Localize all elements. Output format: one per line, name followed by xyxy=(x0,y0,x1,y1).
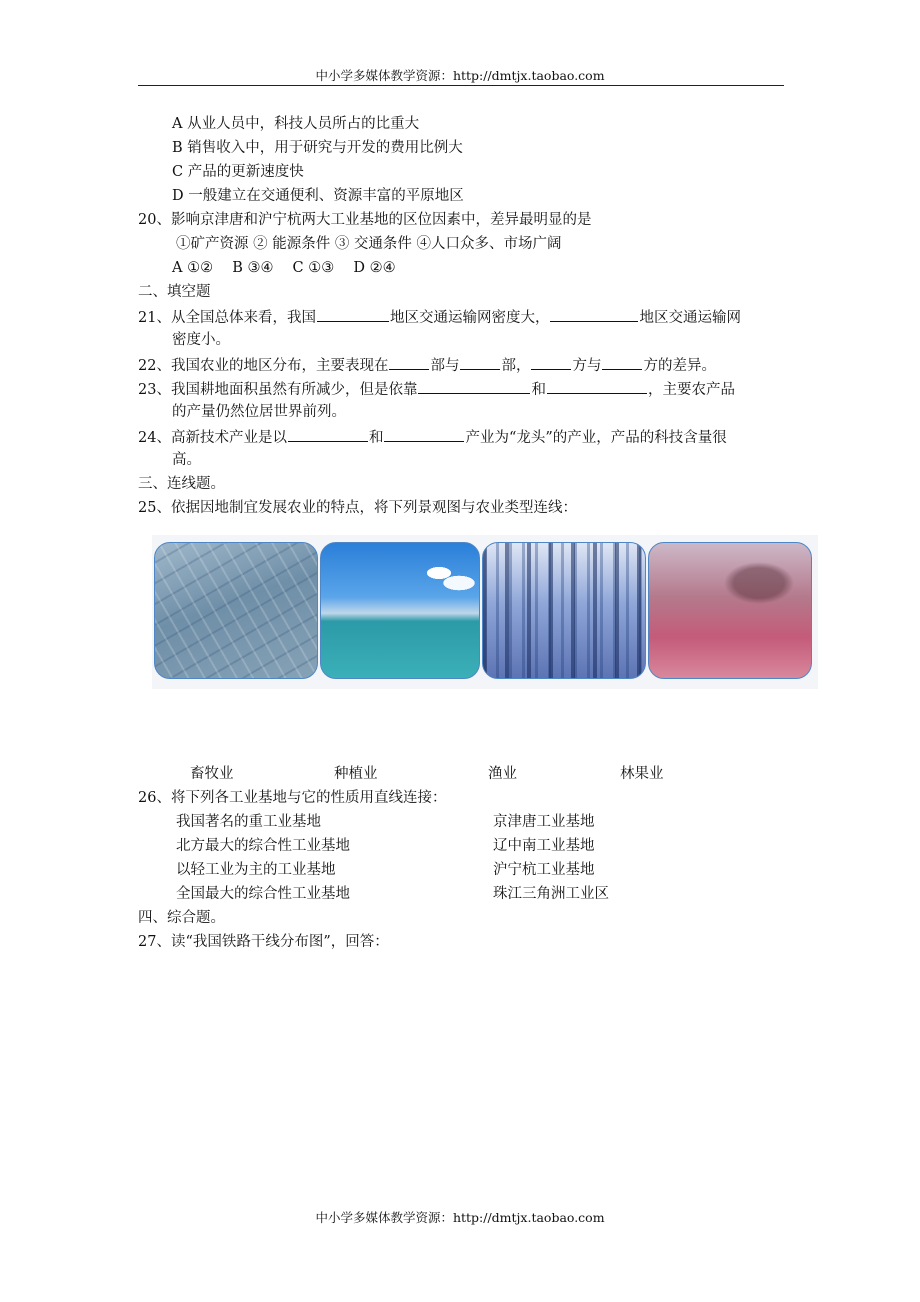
q21-blank-2[interactable] xyxy=(550,306,638,322)
q26-right-item: 京津唐工业基地 xyxy=(493,814,595,830)
q23-text-3: ，主要农产品 xyxy=(647,382,735,398)
q26-right-item: 沪宁杭工业基地 xyxy=(493,862,595,878)
q21-line-2: 密度小。 xyxy=(172,332,230,348)
q23-line-2: 的产量仍然位居世界前列。 xyxy=(172,404,346,420)
q24-blank-1[interactable] xyxy=(288,426,368,442)
q21-text-1: 21、从全国总体来看，我国 xyxy=(138,310,316,326)
q22-blank-4[interactable] xyxy=(602,354,642,370)
q23-text-1: 23、我国耕地面积虽然有所减少，但是依靠 xyxy=(138,382,418,398)
q26-left-item: 我国著名的重工业基地 xyxy=(176,814,321,830)
q21-text-3: 地区交通运输网 xyxy=(639,310,741,326)
q24-blank-2[interactable] xyxy=(384,426,464,442)
header-rule xyxy=(138,85,784,86)
q22-text-2: 部与 xyxy=(430,358,460,374)
q22-text-3: 部， xyxy=(501,358,531,374)
q20-stem: 20、影响京津唐和沪宁杭两大工业基地的区位因素中，差异最明显的是 xyxy=(138,212,592,228)
q22-blank-3[interactable] xyxy=(531,354,571,370)
q21-blank-1[interactable] xyxy=(317,306,389,322)
q22-line xyxy=(138,354,716,374)
q22-blank-2[interactable] xyxy=(460,354,500,370)
q22-text-4: 方与 xyxy=(572,358,602,374)
q26-left-item: 北方最大的综合性工业基地 xyxy=(176,838,350,854)
page-footer: 中小学多媒体教学资源：http://dmtjx.taobao.com xyxy=(315,1210,605,1225)
q26-right-item: 辽中南工业基地 xyxy=(493,838,595,854)
q26-left-item: 全国最大的综合性工业基地 xyxy=(176,886,350,902)
farmland-aerial-photo xyxy=(154,542,318,679)
q23-line-1 xyxy=(138,378,735,398)
type-animal-husbandry: 畜牧业 xyxy=(190,766,234,782)
q24-text-3: 产业为“龙头”的产业，产品的科技含量很 xyxy=(465,430,727,446)
q24-text-1: 24、高新技术产业是以 xyxy=(138,430,287,446)
type-forestry-fruit: 林果业 xyxy=(620,766,664,782)
q22-text-1: 22、我国农业的地区分布，主要表现在 xyxy=(138,358,389,374)
forest-photo xyxy=(482,542,646,679)
q21-line-1 xyxy=(138,306,741,326)
q23-blank-1[interactable] xyxy=(418,378,530,394)
page-header: 中小学多媒体教学资源：http://dmtjx.taobao.com xyxy=(315,68,605,83)
q23-text-2: 和 xyxy=(531,382,546,398)
q23-blank-2[interactable] xyxy=(547,378,647,394)
type-crop-farming: 种植业 xyxy=(334,766,378,782)
type-fishery: 渔业 xyxy=(488,766,517,782)
q26-left-item: 以轻工业为主的工业基地 xyxy=(176,862,336,878)
section-2-title: 二、填空题 xyxy=(138,284,211,300)
section-3-title: 三、连线题。 xyxy=(138,476,225,492)
q20-factors: ①矿产资源 ② 能源条件 ③ 交通条件 ④人口众多、市场广阔 xyxy=(176,236,562,252)
q24-text-2: 和 xyxy=(368,430,384,446)
q22-blank-1[interactable] xyxy=(389,354,429,370)
q24-line-2: 高。 xyxy=(172,452,201,468)
grassland-sheep-photo xyxy=(320,542,480,679)
q19-option-c: C 产品的更新速度快 xyxy=(172,164,304,180)
q20-choices: A ①② B ③④ C ①③ D ②④ xyxy=(172,260,396,276)
q26-stem: 26、将下列各工业基地与它的性质用直线连接： xyxy=(138,790,447,806)
q21-text-2: 地区交通运输网密度大， xyxy=(389,310,550,326)
q19-option-b: B 销售收入中，用于研究与开发的费用比例大 xyxy=(172,140,463,156)
fishing-boat-photo xyxy=(648,542,812,679)
landscape-photo-strip xyxy=(152,535,818,689)
q27-stem: 27、读“我国铁路干线分布图”，回答： xyxy=(138,934,389,950)
section-4-title: 四、综合题。 xyxy=(138,910,225,926)
q24-line-1 xyxy=(138,426,727,446)
q19-option-a: A 从业人员中，科技人员所占的比重大 xyxy=(172,116,420,132)
q22-text-5: 方的差异。 xyxy=(643,358,716,374)
q25-stem: 25、依据因地制宜发展农业的特点，将下列景观图与农业类型连线： xyxy=(138,500,577,516)
q26-right-item: 珠江三角洲工业区 xyxy=(493,886,609,902)
q19-option-d: D 一般建立在交通便利、资源丰富的平原地区 xyxy=(172,188,464,204)
